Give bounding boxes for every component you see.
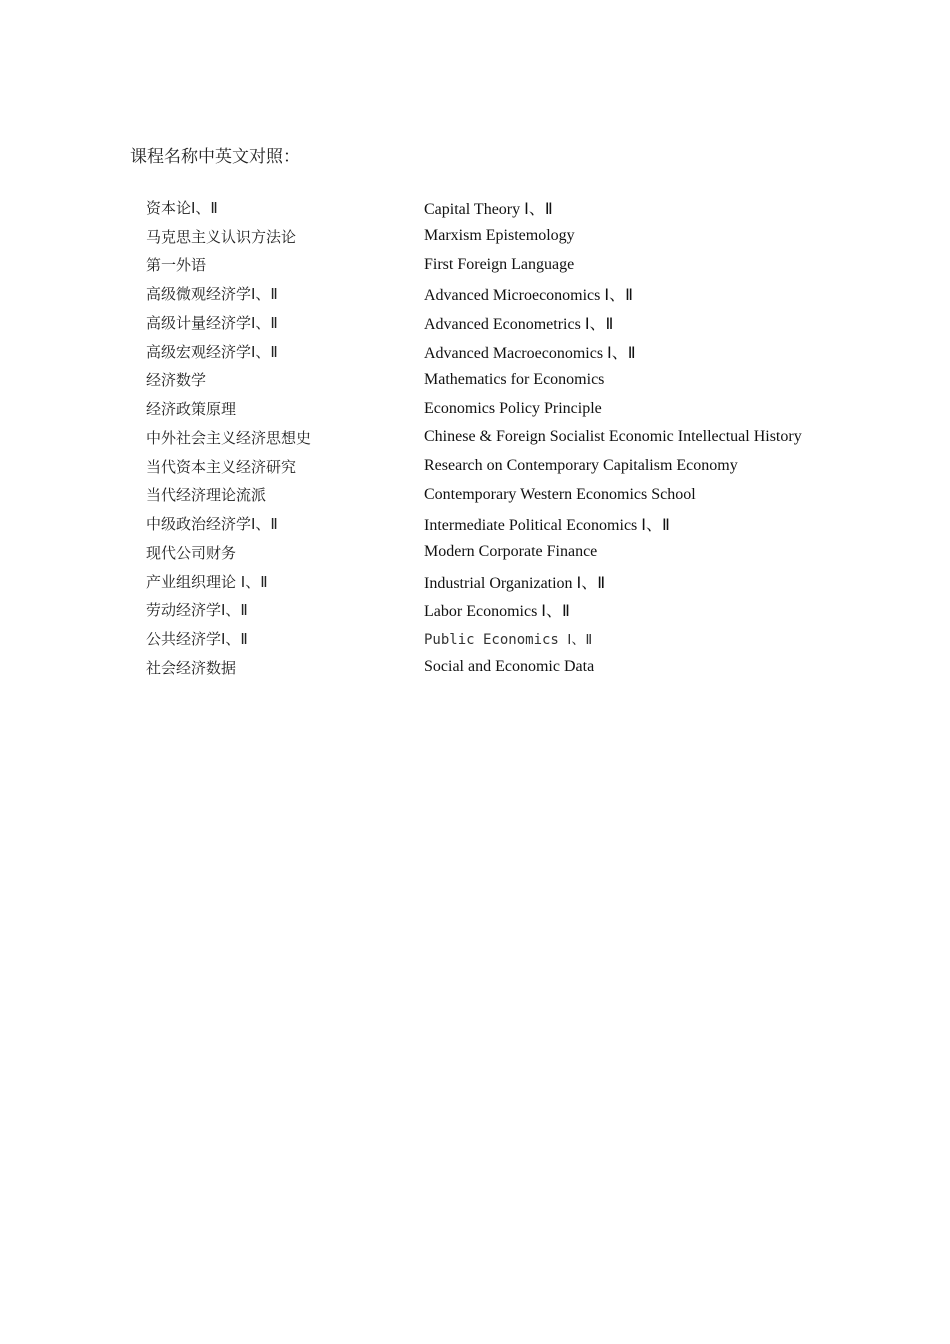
course-name-english: Advanced Microeconomics Ⅰ、Ⅱ xyxy=(424,287,633,305)
course-name-english: Research on Contemporary Capitalism Economy xyxy=(424,457,738,475)
course-row xyxy=(146,653,802,682)
course-name-english: Marxism Epistemology xyxy=(424,227,575,245)
course-row xyxy=(146,279,802,308)
course-name-english: First Foreign Language xyxy=(424,255,575,273)
course-row xyxy=(146,394,802,423)
course-row xyxy=(146,366,802,395)
course-name-chinese: 社会经济数据 xyxy=(146,658,237,677)
course-name-chinese: 当代资本主义经济研究 xyxy=(146,457,297,476)
course-row xyxy=(146,509,802,538)
course-list xyxy=(146,193,802,682)
course-name-chinese: 马克思主义认识方法论 xyxy=(146,227,297,246)
course-row xyxy=(146,481,802,510)
course-name-english: Modern Corporate Finance xyxy=(424,543,598,561)
course-name-english: Chinese & Foreign Socialist Economic Intellectual History xyxy=(424,428,802,446)
course-name-chinese: 劳动经济学Ⅰ、Ⅱ xyxy=(146,601,248,620)
course-name-chinese: 产业组织理论 Ⅰ、Ⅱ xyxy=(146,572,268,591)
course-row xyxy=(146,308,802,337)
course-row xyxy=(146,596,802,625)
course-name-english: Public Economics Ⅰ、Ⅱ xyxy=(424,631,593,648)
course-row xyxy=(146,567,802,596)
course-name-chinese: 当代经济理论流派 xyxy=(146,486,267,505)
course-row xyxy=(146,251,802,280)
course-row xyxy=(146,193,802,222)
course-name-chinese: 经济政策原理 xyxy=(146,400,237,419)
course-row xyxy=(146,624,802,653)
course-name-english: Advanced Econometrics Ⅰ、Ⅱ xyxy=(424,315,614,333)
course-name-english: Labor Economics Ⅰ、Ⅱ xyxy=(424,603,570,621)
course-name-chinese: 公共经济学Ⅰ、Ⅱ xyxy=(146,630,248,649)
course-name-english: Economics Policy Principle xyxy=(424,399,602,417)
course-row xyxy=(146,423,802,452)
course-name-english: Mathematics for Economics xyxy=(424,370,605,388)
course-row xyxy=(146,538,802,567)
course-name-english: Industrial Organization Ⅰ、Ⅱ xyxy=(424,574,606,592)
course-name-chinese: 高级计量经济学Ⅰ、Ⅱ xyxy=(146,313,278,332)
course-name-chinese: 中级政治经济学Ⅰ、Ⅱ xyxy=(146,515,278,534)
page-title: 课程名称中英文对照： xyxy=(130,147,300,167)
course-name-english: Intermediate Political Economics Ⅰ、Ⅱ xyxy=(424,517,670,535)
course-name-english: Capital Theory Ⅰ、Ⅱ xyxy=(424,200,553,218)
course-name-english: Advanced Macroeconomics Ⅰ、Ⅱ xyxy=(424,344,636,362)
course-name-english: Contemporary Western Economics School xyxy=(424,485,696,503)
course-name-chinese: 资本论Ⅰ、Ⅱ xyxy=(146,198,218,217)
course-name-chinese: 中外社会主义经济思想史 xyxy=(146,428,312,447)
course-row xyxy=(146,222,802,251)
course-name-chinese: 经济数学 xyxy=(146,371,207,390)
course-name-chinese: 高级宏观经济学Ⅰ、Ⅱ xyxy=(146,342,278,361)
course-name-english: Social and Economic Data xyxy=(424,658,595,676)
course-row xyxy=(146,337,802,366)
course-row xyxy=(146,452,802,481)
course-name-chinese: 高级微观经济学Ⅰ、Ⅱ xyxy=(146,285,278,304)
course-name-chinese: 现代公司财务 xyxy=(146,543,237,562)
course-name-chinese: 第一外语 xyxy=(146,256,207,275)
